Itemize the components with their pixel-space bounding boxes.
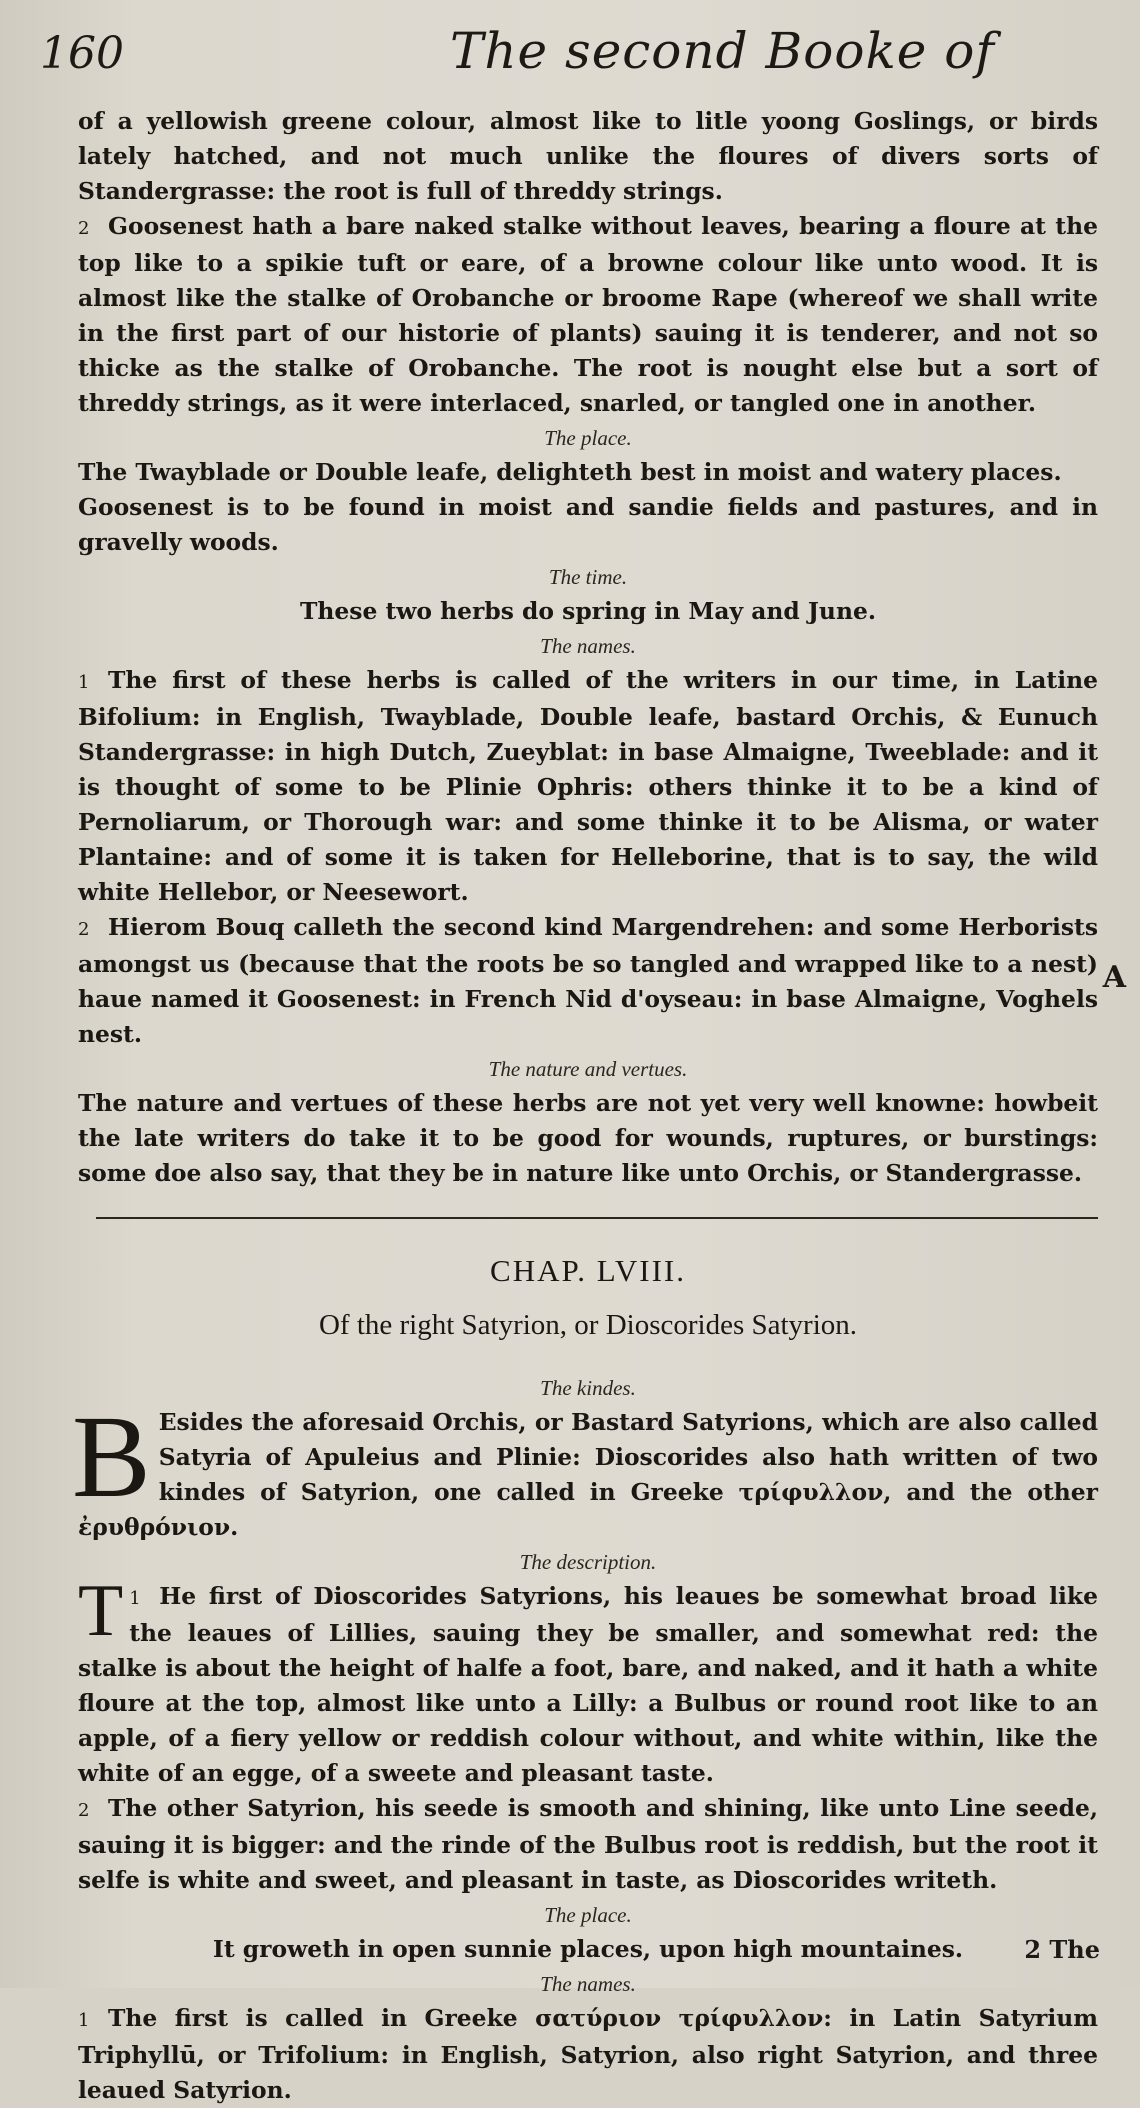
paragraph-text: The first is called in Greeke σατύριον τρίφυλλον: in Latin Satyrium Triphyllū, or Trifolium: in English, Satyrion, also right Satyrion, and three leaued Satyrion. (78, 2004, 1098, 2104)
item-number: 2 (78, 919, 90, 940)
paragraph: The Twayblade or Double leafe, delighteth best in moist and watery places. (78, 458, 1062, 486)
paragraph-numbered (78, 2001, 1098, 2108)
section-heading-time: The time. (548, 565, 628, 589)
section-heading-place: The place. (544, 1903, 632, 1927)
section-heading-description: The description. (519, 1550, 657, 1574)
paragraph-numbered (78, 663, 1098, 910)
paragraph-numbered (78, 209, 1098, 421)
paragraph: It groweth in open sunnie places, upon high mountaines. (212, 1935, 964, 1963)
item-number: 2 (78, 218, 90, 239)
page-header (40, 22, 1100, 92)
body-text (72, 104, 1098, 2108)
paragraph-dropcap (72, 1391, 1098, 1545)
section-heading-names: The names. (540, 634, 636, 658)
running-title: The second Booke of (450, 22, 995, 80)
chapter-divider (96, 1217, 1098, 1219)
chapter-title: CHAP. LVIII. (490, 1253, 686, 1288)
drop-capital: B (72, 1391, 151, 1522)
paragraph-numbered (78, 1791, 1098, 1898)
section-heading-place: The place. (544, 426, 632, 450)
section-heading-nature: The nature and vertues. (488, 1057, 688, 1081)
section-heading-kindes: The kindes. (540, 1376, 636, 1400)
paragraph: of a yellowish greene colour, almost like to litle yoong Goslings, or birds lately hatched, and not much unlike the floures of divers sorts of Standergrasse: the root is full of threddy strings. (78, 107, 1098, 205)
initial-capital: T (78, 1570, 124, 1652)
page-number: 160 (40, 28, 124, 79)
paragraph: Goosenest is to be found in moist and sandie fields and pastures, and in gravelly woods. (78, 493, 1098, 556)
chapter-subtitle: Of the right Satyrion, or Dioscorides Satyrion. (318, 1309, 858, 1341)
margin-reference-letter: A (1102, 960, 1126, 995)
paragraph-text: The other Satyrion, his seede is smooth and shining, like unto Line seede, sauing it is bigger: and the rinde of the Bulbus root is reddish, but the root it selfe is white and sweet, and pleasant in taste, as Dioscorides writeth. (78, 1794, 1098, 1894)
item-number: 2 (78, 1800, 90, 1821)
catchword: 2 The (1024, 1935, 1100, 1964)
paragraph: The nature and vertues of these herbs are not yet very well knowne: howbeit the late writers do take it to be good for wounds, ruptures, or burstings: some doe also say, that they be in nature like unto Orchis, or Standergrasse. (78, 1089, 1098, 1187)
paragraph-numbered (78, 910, 1098, 1052)
paragraph-text: The first of these herbs is called of the writers in our time, in Latine Bifolium: in English, Twayblade, Double leafe, bastard Orchis, & Eunuch Standergrasse: in high Dutch, Zueyblat: in base Almaigne, Tweeblade: and it is thought of some to be Plinie Ophris: others thinke it to be a kind of Pernoliarum, or Thorough war: and some thinke it to be Alisma, or water Plantaine: and of some it is taken for Helleborine, that is to say, the wild white Hellebor, or Neesewort. (78, 666, 1098, 906)
item-number: 1 (129, 1588, 141, 1609)
paragraph-text: Hierom Bouq calleth the second kind Margendrehen: and some Herborists amongst us (because that the roots be so tangled and wrapped like to a nest) haue named it Goosenest: in French Nid d'oyseau: in base Almaigne, Voghels nest. (78, 913, 1098, 1048)
section-heading-names: The names. (540, 1972, 636, 1996)
paragraph: These two herbs do spring in May and June. (300, 597, 876, 625)
item-number: 1 (78, 2010, 90, 2031)
paragraph-text: He first of Dioscorides Satyrions, his leaues be somewhat broad like the leaues of Lillies, sauing they be smaller, and somewhat red: the stalke is about the height of halfe a foot, bare, and naked, and it hath a white floure at the top, almost like unto a Lilly: a Bulbus or round root like to an apple, of a fiery yellow or reddish colour without, and white within, like the white of an egge, of a sweete and pleasant taste. (78, 1582, 1098, 1787)
paragraph-text: Goosenest hath a bare naked stalke without leaves, bearing a floure at the top like to a spikie tuft or eare, of a browne colour like unto wood. It is almost like the stalke of Orobanche or broome Rape (whereof we shall write in the first part of our historie of plants) sauing it is tenderer, and not so thicke as the stalke of Orobanche. The root is nought else but a sort of threddy strings, as it were interlaced, snarled, or tangled one in another. (78, 212, 1098, 417)
paragraph-numbered (78, 1570, 1098, 1791)
item-number: 1 (78, 672, 90, 693)
paragraph-text: Esides the aforesaid Orchis, or Bastard Satyrions, which are also called Satyria of Apuleius and Plinie: Dioscorides also hath written of two kindes of Satyrion, one called in Greeke τρίφυλλον, and the other ἐρυθρόνιον. (78, 1408, 1098, 1541)
